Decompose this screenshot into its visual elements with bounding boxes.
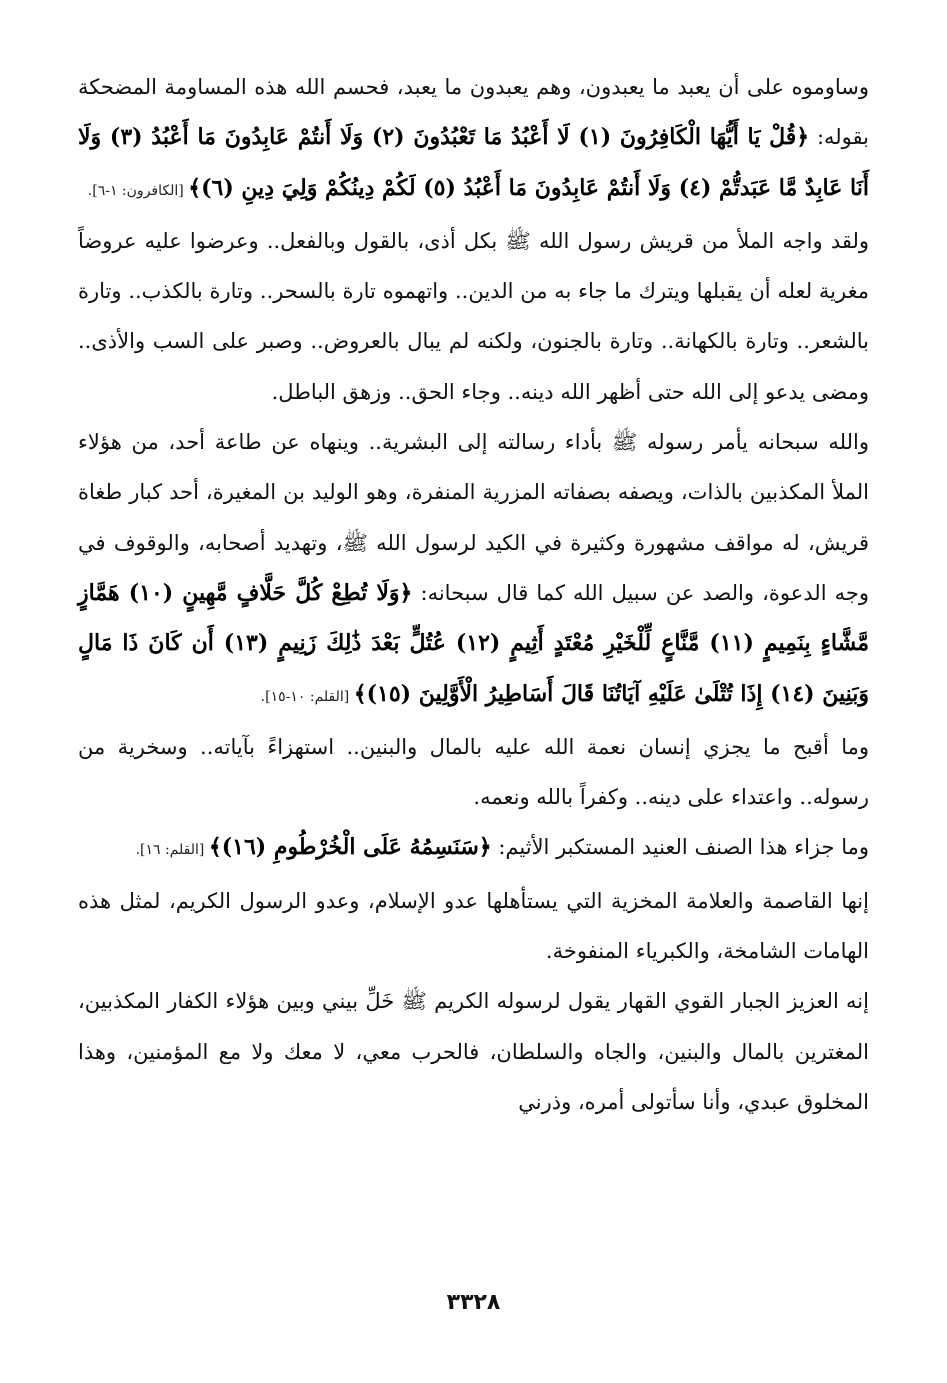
paragraph-text: وساوموه على أن يعبد ما يعبدون، وهم يعبدون ما يعبد، فحسم الله هذه المساومة المضحكة بقوله: [78,75,869,150]
paragraph [78,62,869,216]
paragraph-text: ولقد واجه الملأ من قريش رسول الله ﷺ بكل أذى، بالقول وبالفعل.. وعرضوا عليه عروضاً مغرية لعله أن يقبلها ويترك ما جاء به من الدين.. واتهموه تارة بالسحر.. وتارة بالكذب.. وتارة بالشعر.. وتارة بالكهانة.. وتارة بالجنون، ولكنه لم يبال بالعروض.. وصبر على السب والأذى.. ومضى يدعو إلى الله حتى أظهر الله دينه.. وجاء الحق.. وزهق الباطل. [78,228,869,404]
paragraph-text: والله سبحانه يأمر رسوله ﷺ بأداء رسالته إلى البشرية.. وينهاه عن طاعة أحد، من هؤلاء الملأ المكذبين بالذات، ويصفه بصفاته المزرية المنفرة، وهو الوليد بن المغيرة، أحد كبار طغاة قريش، له مواقف مشهورة وكثيرة في الكيد لرسول الله ﷺ، وتهديد أصحابه، والوقوف في وجه الدعوة، والصد عن سبيل الله كما قال سبحانه: [78,430,869,605]
paragraph-text: وما جزاء هذا الصنف العنيد المستكبر الأثيم: [491,835,869,860]
verse-reference: [الكافرون: ١-٦]. [87,182,189,199]
quran-verse: ﴿سَنَسِمُهُ عَلَى الْخُرْطُومِ (١٦)﴾ [208,834,492,861]
quran-verse: ﴿قُلْ يَا أَيُّهَا الْكَافِرُونَ (١) لَا أَعْبُدُ مَا تَعْبُدُونَ (٢) وَلَا أَنتُمْ عَابِدُونَ مَا أَعْبُدُ (٣) وَلَا أَنَا عَابِدٌ مَّا عَبَدتُّمْ (٤) وَلَا أَنتُمْ عَابِدُونَ مَا أَعْبُدُ (٥) لَكُمْ دِينُكُمْ وَلِيَ دِينِ (٦)﴾ [78,124,869,201]
paragraph-text: إنه العزيز الجبار القوي القهار يقول لرسوله الكريم ﷺ خَلِّ بيني وبين هؤلاء الكفار المكذبين، المغترين بالمال والبنين، والجاه والسلطان، فالحرب معي، لا معك ولا مع المؤمنين، وهذا المخلوق عبدي، وأنا سأتولى أمره، وذرني [78,989,869,1114]
paragraph [78,876,869,977]
quran-verse: ﴿وَلَا تُطِعْ كُلَّ حَلَّافٍ مَّهِينٍ (١٠) هَمَّازٍ مَّشَّاءٍ بِنَمِيمٍ (١١) مَّنَّاعٍ لِّلْخَيْرِ مُعْتَدٍ أَثِيمٍ (١٢) عُتُلٍّ بَعْدَ ذَٰلِكَ زَنِيمٍ (١٣) أَن كَانَ ذَا مَالٍ وَبَنِينَ (١٤) إِذَا تُتْلَىٰ عَلَيْهِ آيَاتُنَا قَالَ أَسَاطِيرُ الْأَوَّلِينَ (١٥)﴾ [78,579,869,707]
verse-reference: [القلم: ١٠-١٥]. [260,688,354,705]
paragraph [78,722,869,823]
paragraph [78,976,869,1127]
page-body-text [78,62,869,1127]
paragraph-text: وما أقبح ما يجزي إنسان نعمة الله عليه بالمال والبنين.. استهزاءً بآياته.. وسخرية من رسوله.. واعتداء على دينه.. وكفراً بالله ونعمه. [78,734,869,810]
page-number: ٣٣٢٨ [446,1290,501,1315]
paragraph [78,216,869,417]
paragraph [78,822,869,875]
verse-reference: [القلم: ١٦]. [135,842,209,859]
paragraph-text: إنها القاصمة والعلامة المخزية التي يستأهلها عدو الإسلام، وعدو الرسول الكريم، لمثل هذه الهامات الشامخة، والكبرياء المنفوخة. [78,888,869,964]
paragraph [78,417,869,722]
